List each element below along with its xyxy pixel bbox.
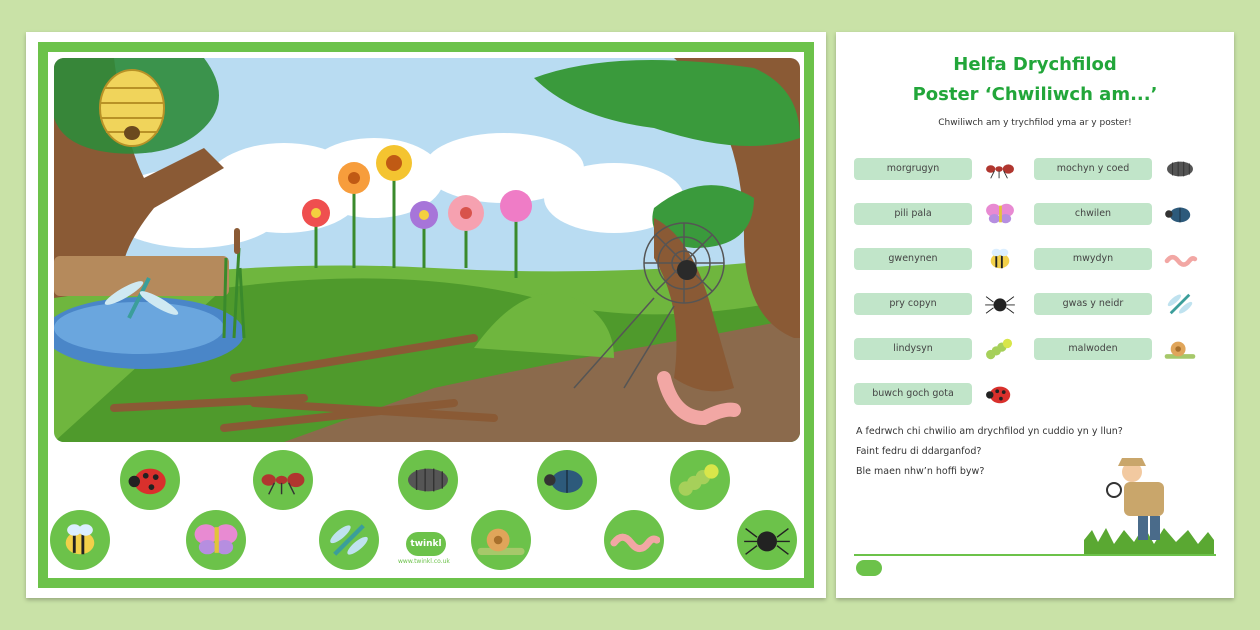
question-3: Ble maen nhw’n hoffi byw?	[856, 466, 985, 477]
ladybird-icon	[982, 381, 1018, 407]
item-label: morgrugyn	[854, 158, 972, 180]
explorer-illustration	[1084, 450, 1214, 554]
spider-icon	[982, 291, 1018, 317]
bottom-circle	[537, 450, 597, 510]
butterfly-icon	[190, 520, 242, 560]
bottom-circle	[186, 510, 246, 570]
footer-logo	[856, 560, 882, 576]
caterpillar-icon	[674, 460, 726, 500]
bee-icon	[982, 246, 1018, 272]
garden-scene	[54, 58, 800, 442]
worksheet-subtitle: Poster ‘Chwiliwch am...’	[912, 84, 1158, 105]
minibeast-poster	[26, 32, 826, 598]
spider	[677, 260, 697, 280]
item-label: gwenynen	[854, 248, 972, 270]
item-label: gwas y neidr	[1034, 293, 1152, 315]
item-label: malwoden	[1034, 338, 1152, 360]
woodlouse-icon	[1162, 156, 1198, 182]
bottom-circle	[737, 510, 797, 570]
question-1: A fedrwch chi chwilio am drychfilod yn cuddio yn y llun?	[856, 426, 1123, 437]
item-label: chwilen	[1034, 203, 1152, 225]
bottom-circle	[670, 450, 730, 510]
footer-line	[854, 554, 1216, 556]
item-label: lindysyn	[854, 338, 972, 360]
bottom-circle	[604, 510, 664, 570]
bottom-circle	[319, 510, 379, 570]
item-label: buwch goch gota	[854, 383, 972, 405]
beetle-icon	[541, 460, 593, 500]
bottom-circle	[120, 450, 180, 510]
butterfly-icon	[982, 201, 1018, 227]
bottom-circle	[50, 510, 110, 570]
caterpillar-icon	[982, 336, 1018, 362]
worksheet-instruction: Chwiliwch am y trychfilod yma ar y poster!	[938, 118, 1132, 128]
ant-icon	[982, 156, 1018, 182]
item-label: mochyn y coed	[1034, 158, 1152, 180]
bottom-circle	[471, 510, 531, 570]
twinkl-logo: twinkl	[406, 532, 446, 556]
worm-icon	[1162, 246, 1198, 272]
item-label: mwydyn	[1034, 248, 1152, 270]
worksheet	[836, 32, 1234, 598]
worksheet-title: Helfa Drychfilod	[953, 54, 1117, 75]
bottom-circle	[253, 450, 313, 510]
snail-icon	[475, 520, 527, 560]
item-label: pili pala	[854, 203, 972, 225]
dragonfly-icon	[1162, 291, 1198, 317]
snail-icon	[1162, 336, 1198, 362]
woodlouse-icon	[402, 460, 454, 500]
bottom-circle	[398, 450, 458, 510]
bee-icon	[54, 520, 106, 560]
spider-icon	[741, 520, 793, 560]
beehive	[100, 70, 164, 146]
worm-icon	[608, 520, 660, 560]
beetle-icon	[1162, 201, 1198, 227]
ant-icon	[257, 460, 309, 500]
item-label: pry copyn	[854, 293, 972, 315]
twinkl-url: www.twinkl.co.uk	[398, 558, 450, 565]
dragonfly-icon	[323, 520, 375, 560]
ladybird-icon	[124, 460, 176, 500]
question-2: Faint fedru di ddarganfod?	[856, 446, 982, 457]
